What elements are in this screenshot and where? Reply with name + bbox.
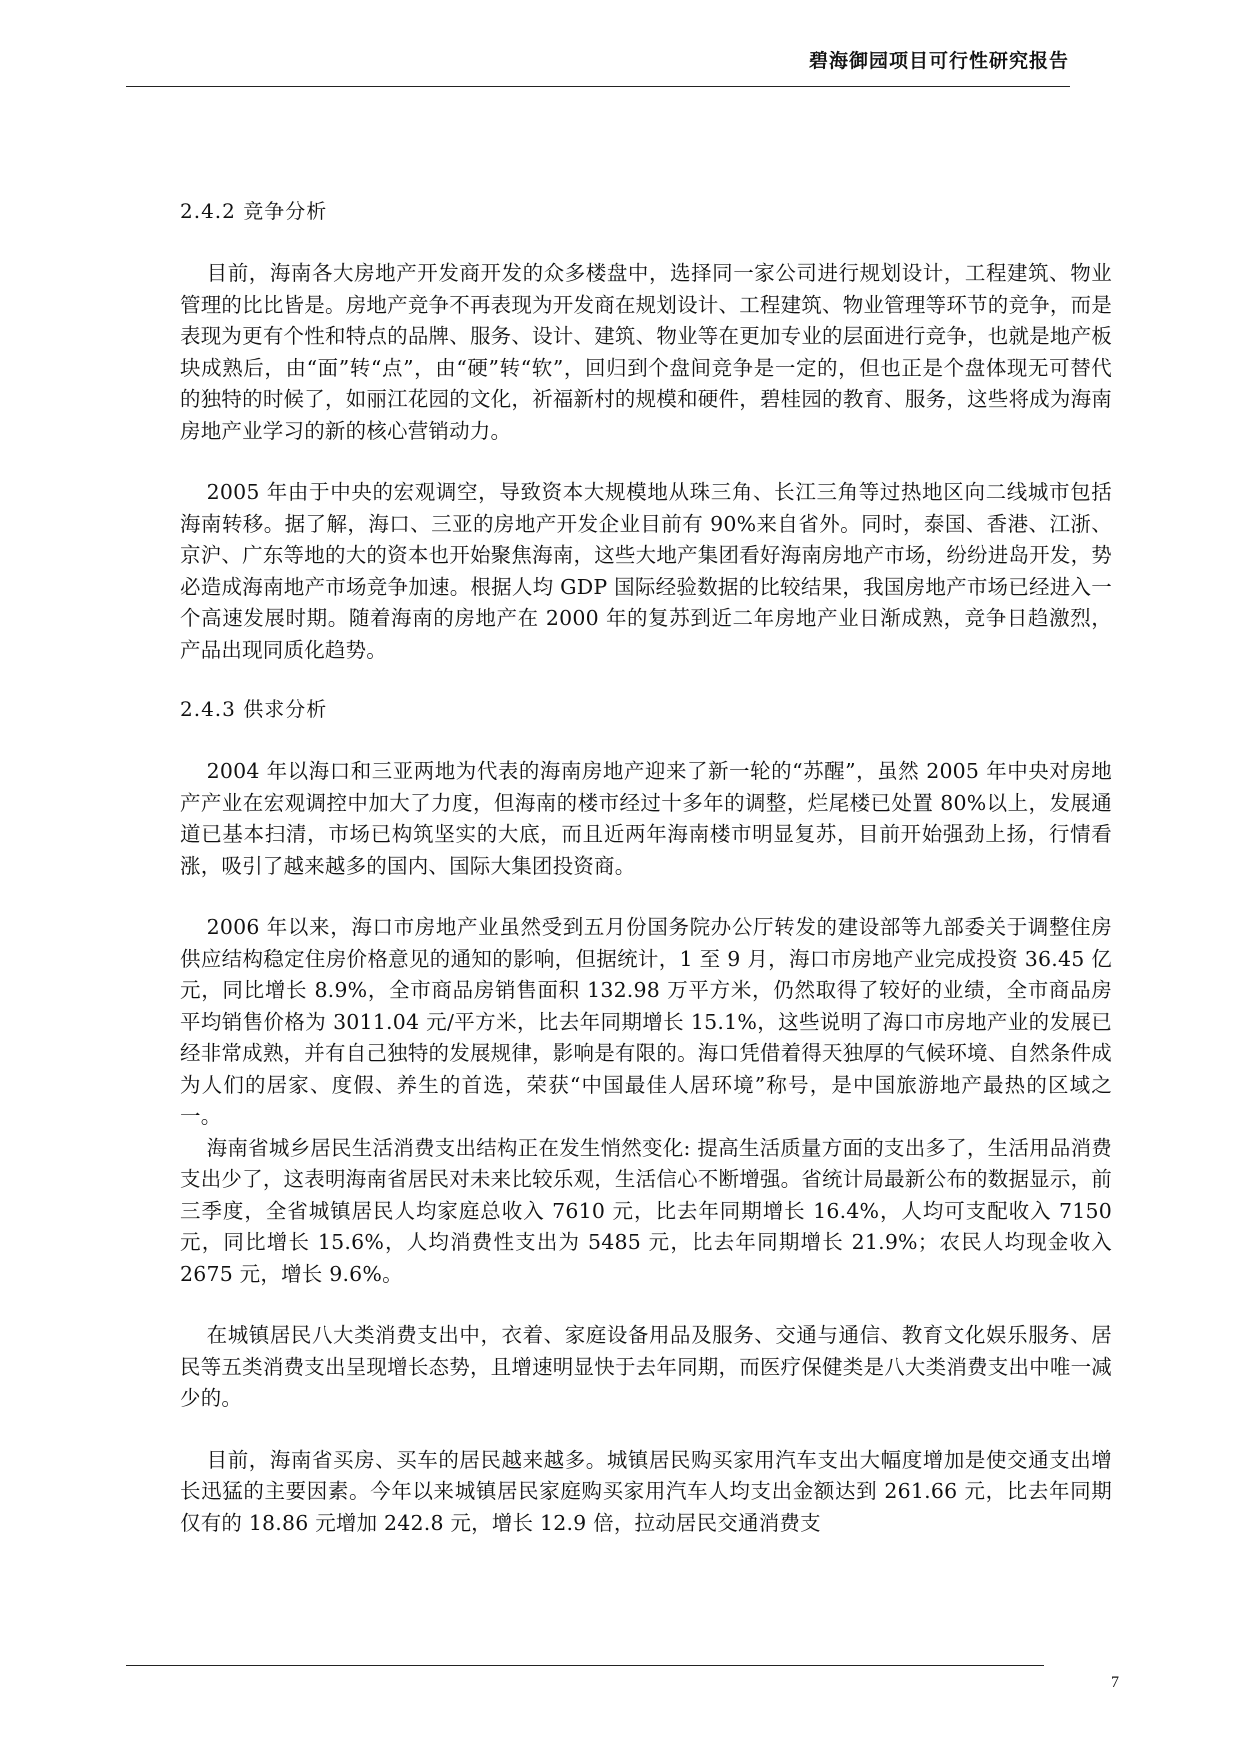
paragraph: 2004 年以海口和三亚两地为代表的海南房地产迎来了新一轮的“苏醒”，虽然 2005 年中央对房地产产业在宏观调控中加大了力度，但海南的楼市经过十多年的调整，烂尾楼已处置 80%以上，发展通道已基本扫清，市场已构筑坚实的大底，而且近两年海南楼市明显复苏，目前开始强劲上扬，行情看涨，吸引了越来越多的国内、国际大集团投资商。: [180, 759, 1112, 878]
paragraph: 在城镇居民八大类消费支出中，衣着、家庭设备用品及服务、交通与通信、教育文化娱乐服务、居民等五类消费支出呈现增长态势，且增速明显快于去年同期，而医疗保健类是八大类消费支出中唯一减少的。: [180, 1323, 1112, 1410]
paragraph: 2006 年以来，海口市房地产业虽然受到五月份国务院办公厅转发的建设部等九部委关于调整住房供应结构稳定住房价格意见的通知的影响，但据统计，1 至 9 月，海口市房地产业完成投资 36.45 亿元，同比增长 8.9%，全市商品房销售面积 132.98 万平方米，仍然取得了较好的业绩，全市商品房平均销售价格为 3011.04 元/平方米，比去年同期增长 15.1%，这些说明了海口市房地产业的发展已经非常成熟，并有自己独特的发展规律，影响是有限的。海口凭借着得天独厚的气候环境、自然条件成为人们的居家、度假、养生的首选，荣获“中国最佳人居环境”称号，是中国旅游地产最热的区域之一。: [180, 915, 1112, 1128]
header-title: 碧海御园项目可行性研究报告: [808, 50, 1069, 72]
page-number: 7: [1111, 1674, 1119, 1691]
section-heading-supply-demand: 2.4.3 供求分析: [180, 697, 328, 721]
paragraph: 目前，海南各大房地产开发商开发的众多楼盘中，选择同一家公司进行规划设计，工程建筑、物业管理的比比皆是。房地产竞争不再表现为开发商在规划设计、工程建筑、物业管理等环节的竞争，而是表现为更有个性和特点的品牌、服务、设计、建筑、物业等在更加专业的层面进行竞争，也就是地产板块成熟后，由“面”转“点”，由“硬”转“软”，回归到个盘间竞争是一定的，但也正是个盘体现无可替代的独特的时候了，如丽江花园的文化，祈福新村的规模和硬件，碧桂园的教育、服务，这些将成为海南房地产业学习的新的核心营销动力。: [180, 261, 1112, 443]
header-divider: [126, 86, 1070, 87]
section-heading-competition: 2.4.2 竞争分析: [180, 199, 328, 223]
paragraph: 2005 年由于中央的宏观调空，导致资本大规模地从珠三角、长江三角等过热地区向二线城市包括海南转移。据了解，海口、三亚的房地产开发企业目前有 90%来自省外。同时，泰国、香港、江浙、京沪、广东等地的大的资本也开始聚焦海南，这些大地产集团看好海南房地产市场，纷纷进岛开发，势必造成海南地产市场竞争加速。根据人均 GDP 国际经验数据的比较结果，我国房地产市场已经进入一个高速发展时期。随着海南的房地产在 2000 年的复苏到近二年房地产业日渐成熟，竞争日趋激烈，产品出现同质化趋势。: [180, 480, 1112, 662]
paragraph: 海南省城乡居民生活消费支出结构正在发生悄然变化: 提高生活质量方面的支出多了，生活用品消费支出少了，这表明海南省居民对未来比较乐观，生活信心不断增强。省统计局最新公布的数据显示，前三季度，全省城镇居民人均家庭总收入 7610 元，比去年同期增长 16.4%，人均可支配收入 7150 元，同比增长 15.6%，人均消费性支出为 5485 元，比去年同期增长 21.9%；农民人均现金收入 2675 元，增长 9.6%。: [180, 1135, 1112, 1286]
footer-divider: [126, 1665, 1044, 1666]
main-content: [180, 198, 1112, 1569]
paragraph: 目前，海南省买房、买车的居民越来越多。城镇居民购买家用汽车支出大幅度增加是使交通支出增长迅猛的主要因素。今年以来城镇居民家庭购买家用汽车人均支出金额达到 261.66 元，比去年同期仅有的 18.86 元增加 242.8 元，增长 12.9 倍，拉动居民交通消费支: [180, 1447, 1112, 1535]
